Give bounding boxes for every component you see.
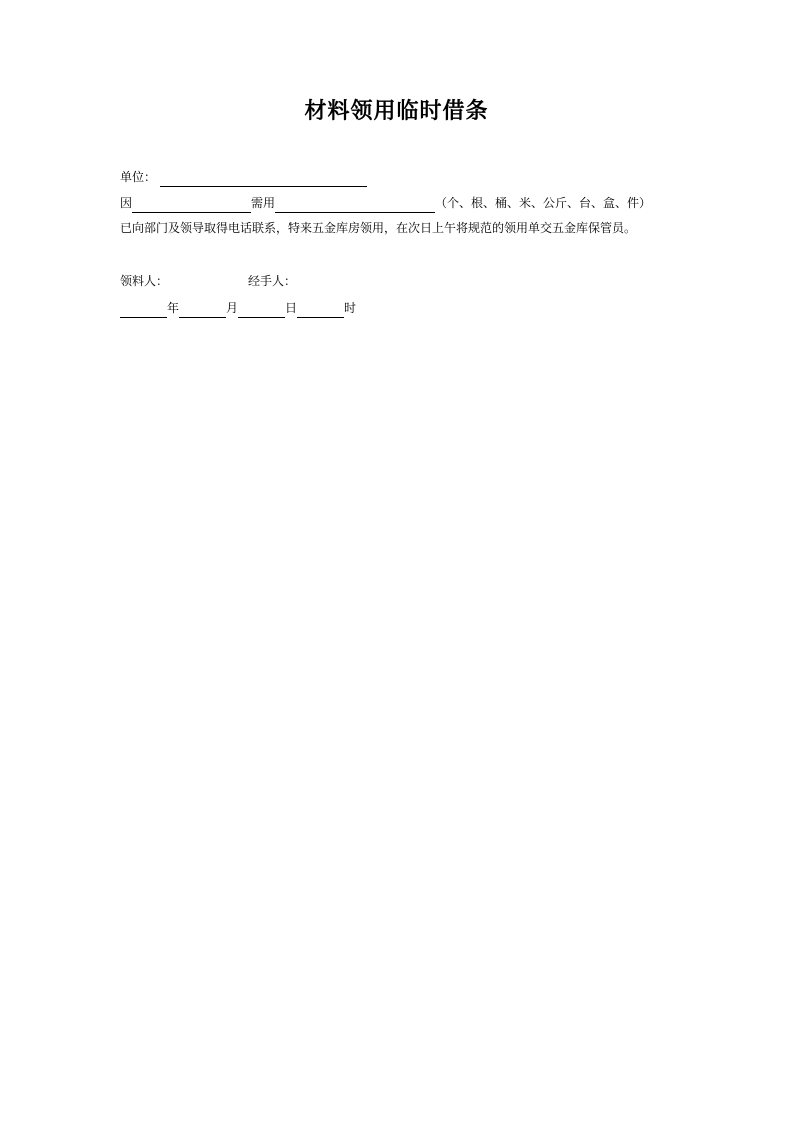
document-title: 材料领用临时借条 — [304, 98, 489, 124]
year-label: 年 — [167, 301, 180, 315]
hour-label: 时 — [344, 301, 357, 315]
reason-blank-field[interactable] — [132, 198, 251, 213]
unit-blank-field[interactable] — [160, 172, 367, 187]
year-blank-field[interactable] — [120, 303, 167, 318]
need-label: 需用 — [251, 196, 276, 210]
month-blank-field[interactable] — [179, 303, 226, 318]
unit-row — [120, 167, 367, 187]
quantity-blank-field[interactable] — [275, 198, 435, 213]
reason-row — [120, 193, 651, 213]
day-blank-field[interactable] — [238, 303, 285, 318]
statement-text: 已向部门及领导取得电话联系，特来五金库房领用，在次日上午将规范的领用单交五金库保管员。 — [120, 221, 637, 235]
signature-row — [120, 271, 296, 291]
receiver-label: 领料人： — [120, 274, 169, 288]
reason-prefix: 因 — [120, 196, 133, 210]
day-label: 日 — [285, 301, 298, 315]
handler-label: 经手人： — [248, 274, 297, 288]
hour-blank-field[interactable] — [297, 303, 344, 318]
statement-row — [120, 218, 636, 238]
date-row — [120, 298, 356, 318]
month-label: 月 — [226, 301, 239, 315]
unit-label: 单位： — [120, 170, 157, 184]
units-list: （个、根、桶、米、公斤、台、盒、件） — [435, 196, 652, 210]
